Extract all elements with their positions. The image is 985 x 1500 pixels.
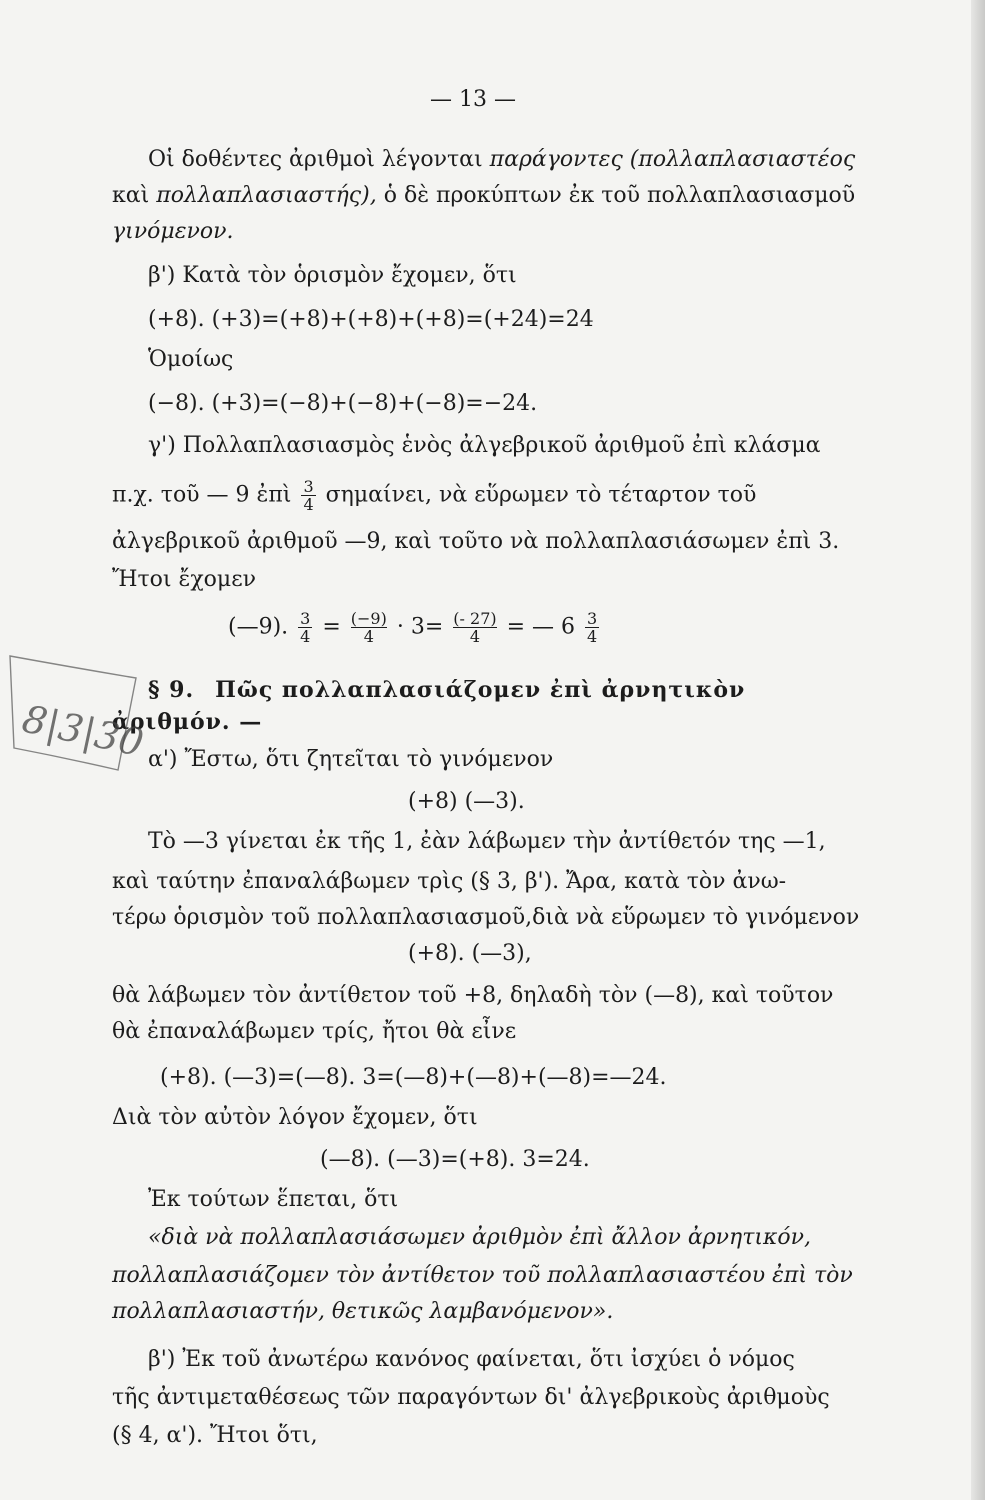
text-line: β') Ἐκ τοῦ ἀνωτέρω κανόνος φαίνεται, ὅτι ἰσχύει ὁ νόμος xyxy=(148,1347,795,1372)
text-line: α') Ἔστω, ὅτι ζητεῖται τὸ γινόμενον xyxy=(148,747,554,772)
text-line: Διὰ τὸν αὐτὸν λόγον ἔχομεν, ὅτι xyxy=(112,1105,478,1130)
fraction-equation: (—9). $\frac{3}{4}$ = $\frac{(-9)}{4}$ · 3= $\frac{(- 27)}{4}$ = — 6 $\frac{3}{4}$ xyxy=(228,609,598,646)
equation: (+8). (—3)=(—8). 3=(—8)+(—8)+(—8)=—24. xyxy=(160,1065,667,1090)
handwritten-date-annotation xyxy=(6,648,156,773)
text-line: Οἱ δοθέντες ἀριθμοὶ λέγονται παράγοντες (πολλαπλασιαστέος xyxy=(148,147,856,172)
text-line: Ἤτοι ἔχομεν xyxy=(112,567,256,592)
text-line: (§ 4, α'). Ἤτοι ὅτι, xyxy=(112,1423,318,1448)
fraction-minus27-4: $\frac{(- 27)}{4}$ xyxy=(453,609,497,646)
text-line: καὶ ταύτην ἐπαναλάβωμεν τρὶς (§ 3, β'). Ἄρα, κατὰ τὸν ἀνω- xyxy=(112,869,787,894)
text-line: θὰ λάβωμεν τὸν ἀντίθετον τοῦ +8, δηλαδὴ τὸν (—8), καὶ τοῦτον xyxy=(112,983,834,1008)
text-line: τῆς ἀντιμεταθέσεως τῶν παραγόντων δι' ἀλγεβρικοὺς ἀριθμοὺς xyxy=(112,1385,830,1410)
text-line: γ') Πολλαπλασιασμὸς ἑνὸς ἀλγεβρικοῦ ἀριθμοῦ ἐπὶ κλάσμα xyxy=(148,433,821,458)
fraction-minus9-4: $\frac{(-9)}{4}$ xyxy=(350,609,387,646)
page-number: — 13 — xyxy=(430,87,516,112)
equation: (+8). (+3)=(+8)+(+8)+(+8)=(+24)=24 xyxy=(148,307,594,332)
equation: (+8). (—3), xyxy=(408,941,532,966)
page-edge xyxy=(971,0,985,1500)
rule-text: «διὰ νὰ πολλαπλασιάσωμεν ἀριθμὸν ἐπὶ ἄλλον ἀρνητικόν, xyxy=(148,1225,812,1250)
text-line: γινόμενον. xyxy=(112,219,234,244)
text-line: π.χ. τοῦ — 9 ἐπὶ $\frac{3}{4}$ σημαίνει, νὰ εὕρωμεν τὸ τέταρτον τοῦ xyxy=(112,477,757,514)
text-line: Ἐκ τούτων ἕπεται, ὅτι xyxy=(148,1187,399,1212)
text-line: ἀλγεβρικοῦ ἀριθμοῦ —9, καὶ τοῦτο νὰ πολλαπλασιάσωμεν ἐπὶ 3. xyxy=(112,529,840,554)
equation: (+8) (—3). xyxy=(408,789,525,814)
text-line: β') Κατὰ τὸν ὁρισμὸν ἔχομεν, ὅτι xyxy=(148,263,517,288)
equation: (−8). (+3)=(−8)+(−8)+(−8)=−24. xyxy=(148,391,538,416)
fraction-3-4: $\frac{3}{4}$ xyxy=(303,477,314,514)
text-line: τέρω ὁρισμὸν τοῦ πολλαπλασιασμοῦ,διὰ νὰ εὕρωμεν τὸ γινόμενον xyxy=(112,905,860,930)
text-line: Τὸ —3 γίνεται ἐκ τῆς 1, ἐὰν λάβωμεν τὴν ἀντίθετόν της —1, xyxy=(148,829,826,854)
fraction-3-4: $\frac{3}{4}$ xyxy=(300,609,311,646)
fraction-3-4: $\frac{3}{4}$ xyxy=(587,609,598,646)
text-line: θὰ ἐπαναλάβωμεν τρίς, ἤτοι θὰ εἶνε xyxy=(112,1019,517,1044)
text-line: καὶ πολλαπλασιαστής), ὁ δὲ προκύπτων ἐκ τοῦ πολλαπλασιασμοῦ xyxy=(112,183,856,208)
section-heading: ἀριθμόν. — xyxy=(112,709,263,735)
svg-text:8|3|30: 8|3|30 xyxy=(18,696,148,766)
text-line: Ὁμοίως xyxy=(148,347,234,372)
rule-text: πολλαπλασιάζομεν τὸν ἀντίθετον τοῦ πολλαπλασιαστέου ἐπὶ τὸν xyxy=(112,1263,853,1288)
section-heading: § 9. Πῶς πολλαπλασιάζομεν ἐπὶ ἀρνητικὸν xyxy=(148,677,746,703)
rule-text: πολλαπλασιαστήν, θετικῶς λαμβανόμενον». xyxy=(112,1299,614,1324)
equation: (—8). (—3)=(+8). 3=24. xyxy=(320,1147,590,1172)
